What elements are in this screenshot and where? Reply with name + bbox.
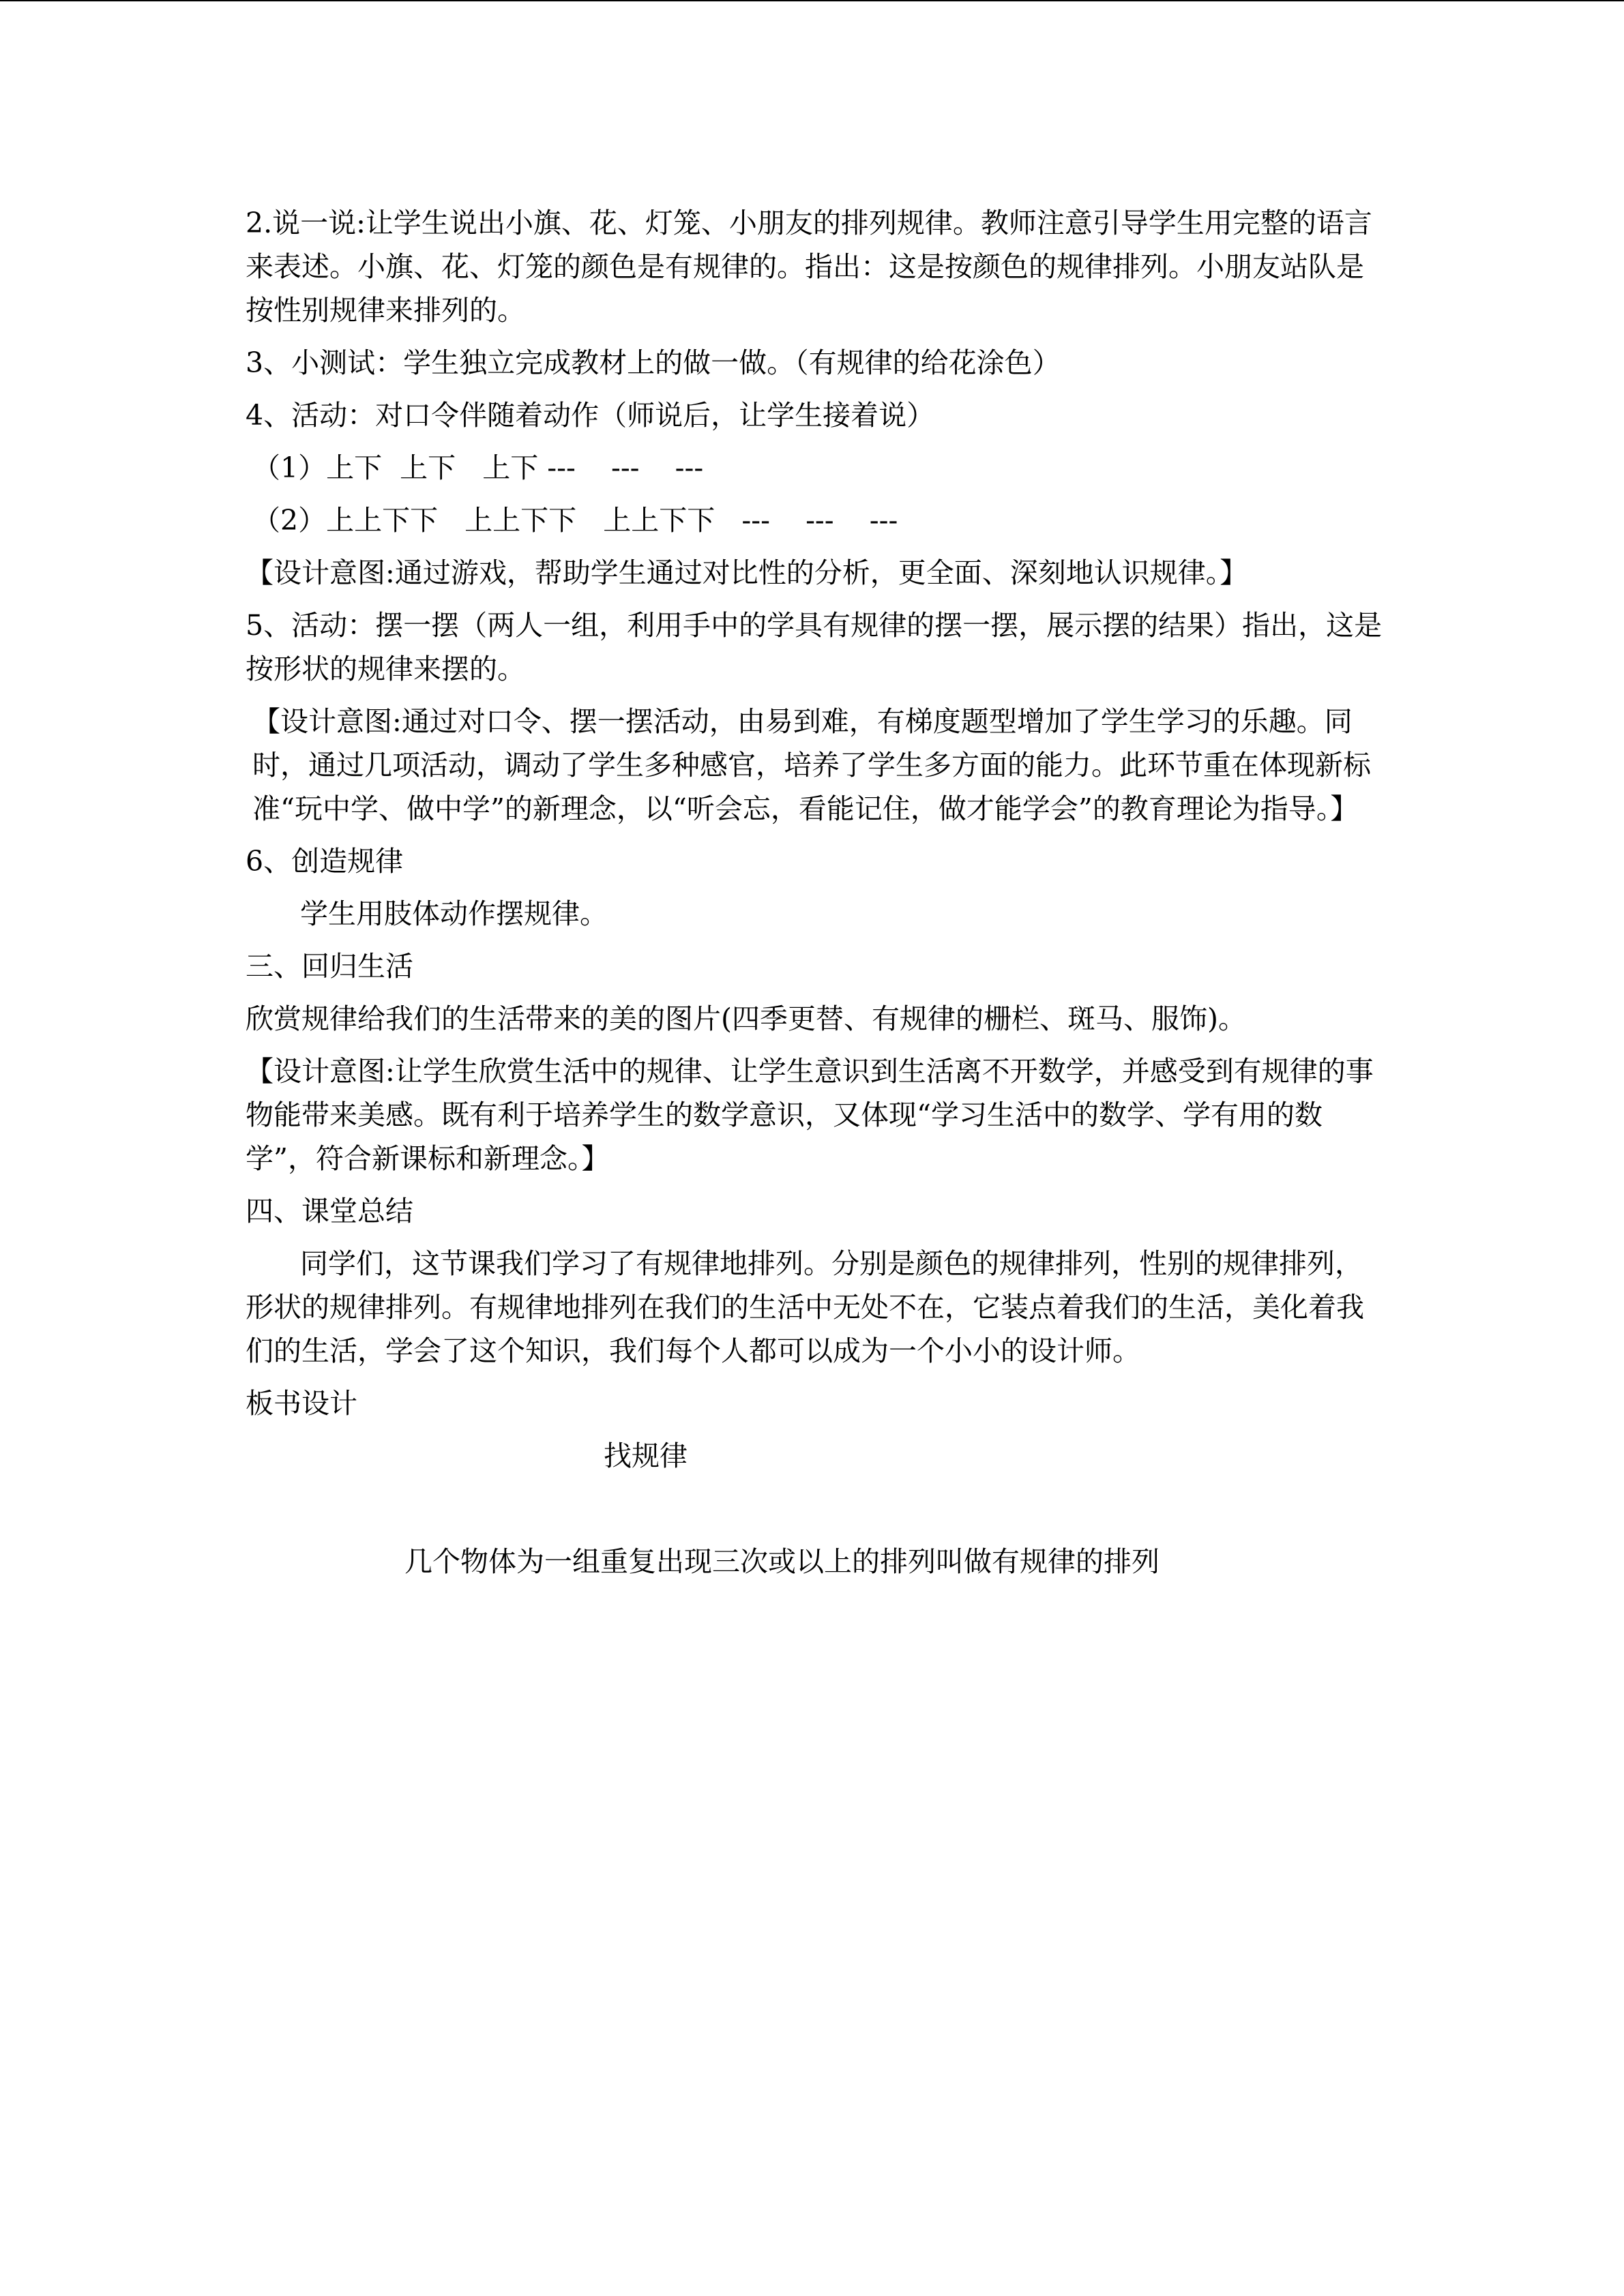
section-heading-return-to-life: 三、回归生活 (246, 950, 413, 983)
page-top-border (0, 0, 1624, 1)
paragraph-summary: 同学们，这节课我们学习了有规律地排列。分别是颜色的规律排列，性别的规律排列，形状的规律排列。有规律地排列在我们的生活中无处不在，它装点着我们的生活，美化着我们的生活，学会了这个知识，我们每个人都可以成为一个小小的设计师。 (246, 1247, 1364, 1367)
board-design (246, 1434, 1385, 1584)
paragraph-say-it: 2.说一说:让学生说出小旗、花、灯笼、小朋友的排列规律。教师注意引导学生用完整的语言来表述。小旗、花、灯笼的颜色是有规律的。指出：这是按颜色的规律排列。小朋友站队是按性别规律来排列的。 (246, 207, 1372, 327)
document-page (246, 201, 1385, 1584)
paragraph-command-2: （2）上上下下 上上下下 上上下下 --- --- --- (252, 504, 898, 537)
heading-board-design: 板书设计 (246, 1387, 357, 1420)
paragraph-appreciate-pictures: 欣赏规律给我们的生活带来的美的图片(四季更替、有规律的栅栏、斑马、服饰)。 (246, 1002, 1246, 1035)
paragraph-command-1: （1）上下 上下 上下 --- --- --- (252, 451, 704, 484)
paragraph-body-movement: 学生用肢体动作摆规律。 (300, 897, 608, 930)
board-definition: 几个物体为一组重复出现三次或以上的排列叫做有规律的排列 (404, 1545, 1160, 1578)
section-heading-summary: 四、课堂总结 (246, 1195, 413, 1227)
paragraph-design-intent-game: 【设计意图:通过游戏，帮助学生通过对比性的分析，更全面、深刻地认识规律。】 (246, 556, 1248, 589)
board-title: 找规律 (604, 1440, 688, 1472)
paragraph-design-intent-life: 【设计意图:让学生欣赏生活中的规律、让学生意识到生活离不开数学，并感受到有规律的事物能带来美感。既有利于培养学生的数学意识，又体现“学习生活中的数学、学有用的数学”，符合新课标和新理念。】 (246, 1055, 1374, 1175)
paragraph-activity-command: 4、活动：对口令伴随着动作（师说后，让学生接着说） (246, 399, 935, 432)
paragraph-create-pattern-heading: 6、创造规律 (246, 845, 404, 878)
paragraph-activity-arrange: 5、活动：摆一摆（两人一组，利用手中的学具有规律的摆一摆，展示摆的结果）指出，这是按形状的规律来摆的。 (246, 609, 1383, 685)
paragraph-design-intent-activities: 【设计意图:通过对口令、摆一摆活动，由易到难，有梯度题型增加了学生学习的乐趣。同时，通过几项活动，调动了学生多种感官，培养了学生多方面的能力。此环节重在体现新标准“玩中学、做中学”的新理念，以“听会忘，看能记住，做才能学会”的教育理论为指导。】 (252, 705, 1371, 825)
paragraph-quiz: 3、小测试：学生独立完成教材上的做一做。（有规律的给花涂色） (246, 346, 1061, 379)
